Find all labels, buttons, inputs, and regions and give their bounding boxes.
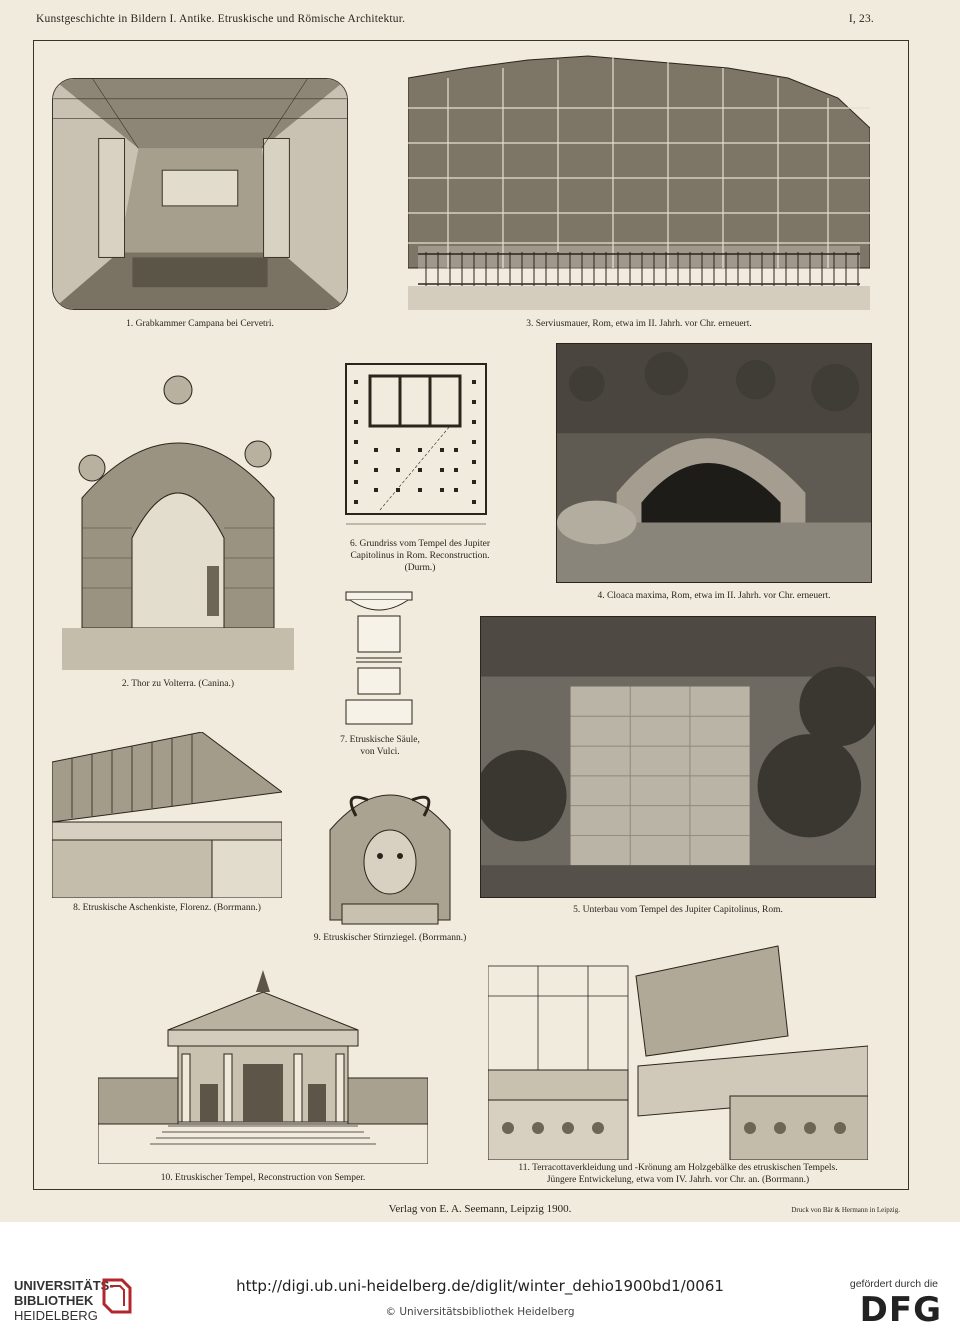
caption-figure-8: 8. Etruskische Aschenkiste, Florenz. (Borrmann.) [73, 903, 261, 913]
plate-header-title: Kunstgeschichte in Bildern I. Antike. Etruskische und Römische Architektur. [36, 13, 406, 25]
caption-figure-11-line-1: 11. Terracottaverkleidung und -Krönung am Holzgebälke des etruskischen Tempels. [518, 1163, 838, 1173]
publisher-line: Verlag von E. A. Seemann, Leipzig 1900. [388, 1203, 572, 1215]
caption-figure-10: 10. Etruskischer Tempel, Reconstruction von Semper. [160, 1173, 366, 1183]
page-permalink[interactable]: http://digi.ub.uni-heidelberg.de/diglit/winter_dehio1900bd1/0061 [236, 1277, 724, 1295]
library-name-line-1: UNIVERSITÄTS- [14, 1278, 114, 1293]
caption-figure-4: 4. Cloaca maxima, Rom, etwa im II. Jahrh. vor Chr. erneuert. [597, 591, 831, 601]
caption-figure-7-line-1: 7. Etruskische Säule, [340, 735, 420, 745]
figure-4-cloaca-maxima [556, 343, 872, 583]
dfg-logo: DFG [859, 1290, 942, 1330]
figure-7-etruscan-column [342, 588, 416, 728]
figure-2-gate-volterra [62, 368, 294, 670]
figure-1-tomb-chamber [52, 78, 348, 310]
printer-line: Druck von Bär & Hermann in Leipzig. [791, 1206, 900, 1214]
plate-number: I, 23. [848, 13, 874, 25]
figure-8-ash-chest [52, 732, 282, 898]
caption-figure-7 [330, 734, 430, 758]
caption-figure-6-line-1: 6. Grundriss vom Tempel des Jupiter [349, 539, 491, 549]
caption-figure-11-line-2: Jüngere Entwickelung, etwa vom IV. Jahrh. vor Chr. an. (Borrmann.) [546, 1175, 810, 1185]
figure-9-antefix [322, 770, 458, 926]
figure-3-servian-wall [408, 48, 870, 310]
figure-6-temple-plan [340, 360, 500, 536]
caption-figure-3: 3. Serviusmauer, Rom, etwa im II. Jahrh. vor Chr. erneuert. [526, 319, 752, 329]
figure-11-terracotta-cladding [488, 936, 868, 1160]
figure-5-temple-substructure [480, 616, 876, 898]
caption-figure-9: 9. Etruskischer Stirnziegel. (Borrmann.) [313, 933, 467, 943]
caption-figure-6-line-2: Capitolinus in Rom. Reconstruction. [350, 551, 490, 561]
library-name-line-3: HEIDELBERG [14, 1308, 98, 1323]
caption-figure-2: 2. Thor zu Volterra. (Canina.) [121, 679, 235, 689]
caption-figure-11 [478, 1162, 878, 1186]
caption-figure-5: 5. Unterbau vom Tempel des Jupiter Capitolinus, Rom. [573, 905, 783, 915]
caption-figure-1: 1. Grabkammer Campana bei Cervetri. [126, 319, 274, 329]
library-name-line-2: BIBLIOTHEK [14, 1293, 94, 1308]
copyright-notice: © Universitätsbibliothek Heidelberg [385, 1306, 575, 1318]
funder-label: gefördert durch die [849, 1278, 938, 1290]
caption-figure-6-line-3: (Durm.) [404, 563, 436, 573]
caption-figure-7-line-2: von Vulci. [360, 747, 400, 757]
caption-figure-6 [340, 538, 500, 574]
figure-10-temple-reconstruction [98, 954, 428, 1164]
